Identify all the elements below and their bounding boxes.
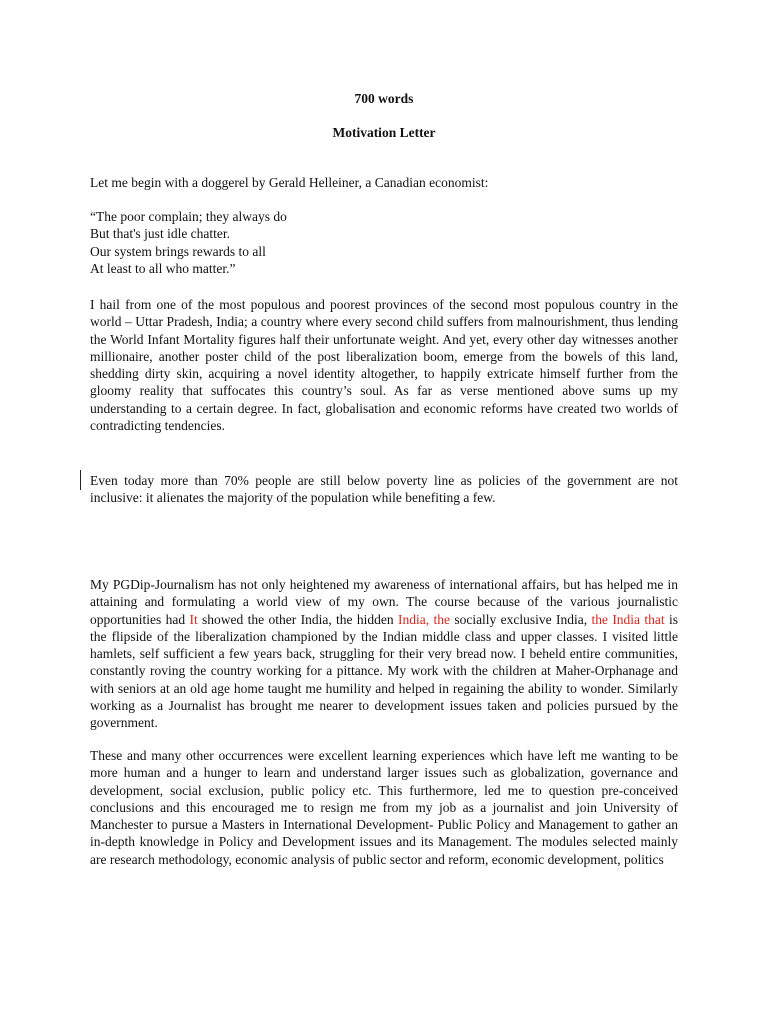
highlighted-text: India, the bbox=[398, 611, 450, 627]
text-run: socially exclusive India, bbox=[449, 611, 592, 627]
paragraph-motivation: These and many other occurrences were excellent learning experiences which have left me wanting to be more human and a hunger to learn and understand larger issues such as globalization, governance and development, social exclusion, public policy etc. This furthermore, led me to question pre-conceived conclusions and this encouraged me to resign me from my job as a journalist and join University of Manchester to pursue a Masters in International Development- Public Policy and Management to gather an in-depth knowledge in Policy and Development issues and its Management. The modules selected mainly are research methodology, economic analysis of public sector and reform, economic development, politics bbox=[90, 748, 678, 867]
intro-line: Let me begin with a doggerel by Gerald Helleiner, a Canadian economist: bbox=[90, 175, 489, 190]
poem-line: But that's just idle chatter. bbox=[90, 226, 231, 242]
poem-line: Our system brings rewards to all bbox=[90, 243, 266, 259]
text-run: showed the other India, the hidden bbox=[197, 611, 398, 627]
text-run: is the flipside of the liberalization championed by the Indian middle class and upper classes. I visited little hamlets, self sufficient a few years back, struggling for their very bread now. I beheld entire communities, constantly roving the country working for a pittance. My work with the children at Maher-Orphanage and with seniors at an old age home taught me humility and helped in regaining the ability to wonder. Similarly working as a Journalist has brought me nearer to development issues taken and policies pursued by the government. bbox=[90, 611, 679, 731]
text-cursor bbox=[80, 470, 81, 490]
poem bbox=[90, 208, 678, 277]
poem-line: “The poor complain; they always do bbox=[90, 209, 287, 224]
poem-line: At least to all who matter.” bbox=[90, 260, 236, 276]
paragraph-poverty: Even today more than 70% people are still below poverty line as policies of the government are not inclusive: it alienates the majority of the population while benefiting a few. bbox=[90, 473, 678, 506]
text-run: My PGDip-Journalism has not only heightened my awareness of international affairs, but has helped me in attaining and formulating a world view of my own. The course because of the various journalistic opportunities had bbox=[90, 577, 678, 627]
paragraph-background: I hail from one of the most populous and poorest provinces of the second most populous country in the world – Uttar Pradesh, India; a country where every second child suffers from malnourishment, thus lending the World Infant Mortality figures half their unfortunate weight. And yet, every other day witnesses another millionaire, another poster child of the post liberalization boom, emerge from the bowels of this land, shedding dirty skin, acquiring a novel identity altogether, to happily extricate himself further from the gloomy reality that suffocates this country’s soul. As far as verse mentioned above sums up my understanding to a certain degree. In fact, globalisation and economic reforms have created two worlds of contradicting tendencies. bbox=[90, 297, 678, 434]
highlighted-text: It bbox=[189, 611, 198, 627]
paragraph-journalism bbox=[90, 576, 678, 732]
word-count-heading: 700 words bbox=[354, 91, 414, 106]
letter-title: Motivation Letter bbox=[332, 125, 436, 140]
highlighted-text: the India that bbox=[591, 611, 665, 627]
